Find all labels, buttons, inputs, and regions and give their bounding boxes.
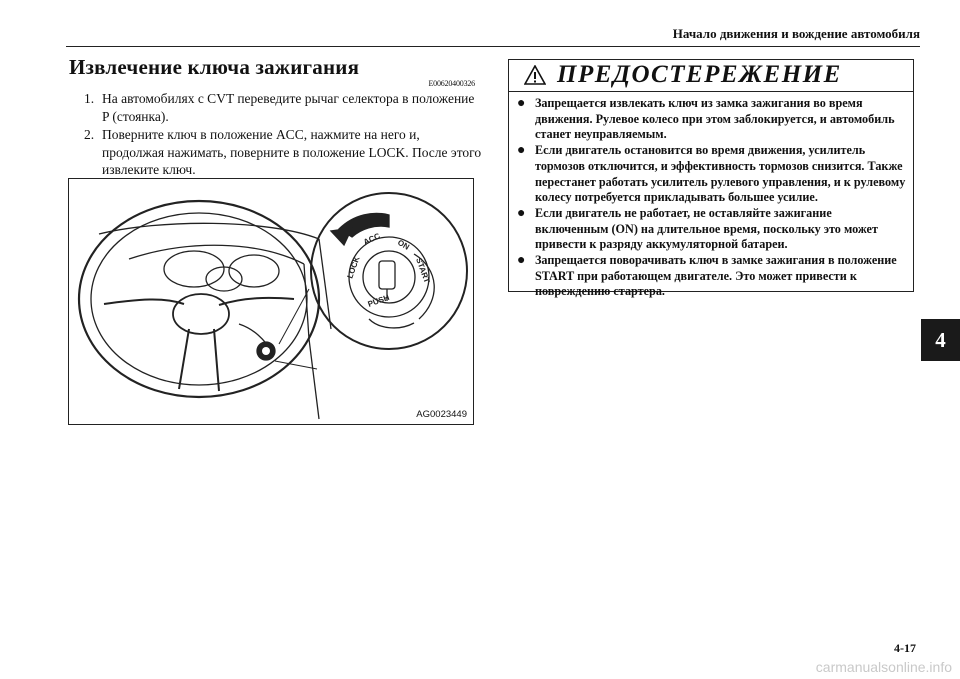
warning-box	[508, 59, 914, 299]
running-header: Начало движения и вождение автомобиля	[672, 26, 920, 41]
step-item	[84, 90, 484, 125]
bullet-icon: ●	[517, 96, 526, 111]
warning-item-text: Если двигатель остановится во время движения, усилитель тормозов отключится, и эффективность тормозов снизится. Также перестанет работать усилитель рулевого управления, и к рулевому колесу потребуется прикладывать большее усилие.	[535, 143, 906, 205]
figure-code: AG0023449	[416, 409, 467, 420]
section-title: Извлечение ключа зажигания	[69, 55, 360, 79]
bullet-icon: ●	[517, 253, 526, 269]
watermark: carmanualsonline.info	[815, 659, 952, 675]
chapter-tab: 4	[921, 319, 960, 361]
label-on: ON	[396, 237, 411, 252]
step-text: Поверните ключ в положение ACC, нажмите на него и, продолжая нажимать, поверните в положение LOCK. После этого извлеките ключ.	[102, 127, 482, 177]
section-code: E00620400326	[428, 79, 475, 88]
bullet-icon: ●	[517, 205, 526, 221]
header-rule	[66, 46, 920, 47]
label-push: PUSH	[366, 292, 391, 309]
warning-item-text: Если двигатель не работает, не оставляйте зажигание включенным (ON) на длительное время, поскольку это может привести к разряду аккумуляторной батареи.	[535, 205, 878, 252]
bullet-icon: ●	[517, 143, 526, 159]
step-number: 1.	[84, 91, 95, 106]
label-start: START	[414, 256, 432, 285]
step-text: На автомобилях с CVT переведите рычаг селектора в положение P (стоянка).	[102, 91, 475, 124]
warning-item	[517, 143, 907, 206]
warning-list	[509, 92, 913, 300]
ignition-figure	[68, 178, 474, 425]
warning-item	[517, 253, 907, 300]
warning-item	[517, 96, 907, 143]
warning-header	[509, 60, 913, 92]
warning-item	[517, 206, 907, 253]
step-number: 2.	[84, 127, 95, 142]
page-number: 4-17	[894, 641, 916, 655]
warning-item-text: Запрещается извлекать ключ из замка зажигания во время движения. Рулевое колесо при этом заблокируется, и автомобиль станет неуправляемым.	[535, 96, 895, 142]
warning-triangle-icon	[524, 65, 546, 85]
ignition-illustration	[69, 179, 473, 424]
warning-item-text: Запрещается поворачивать ключ в замке зажигания в положение START при работающем двигателе. Это может привести к повреждению стартера.	[535, 253, 897, 299]
label-acc: ACC	[362, 231, 382, 247]
steps-list	[84, 90, 484, 180]
step-item	[84, 126, 484, 179]
warning-title: ПРЕДОСТЕРЕЖЕНИЕ	[557, 61, 842, 88]
label-lock: LOCK	[345, 255, 362, 280]
